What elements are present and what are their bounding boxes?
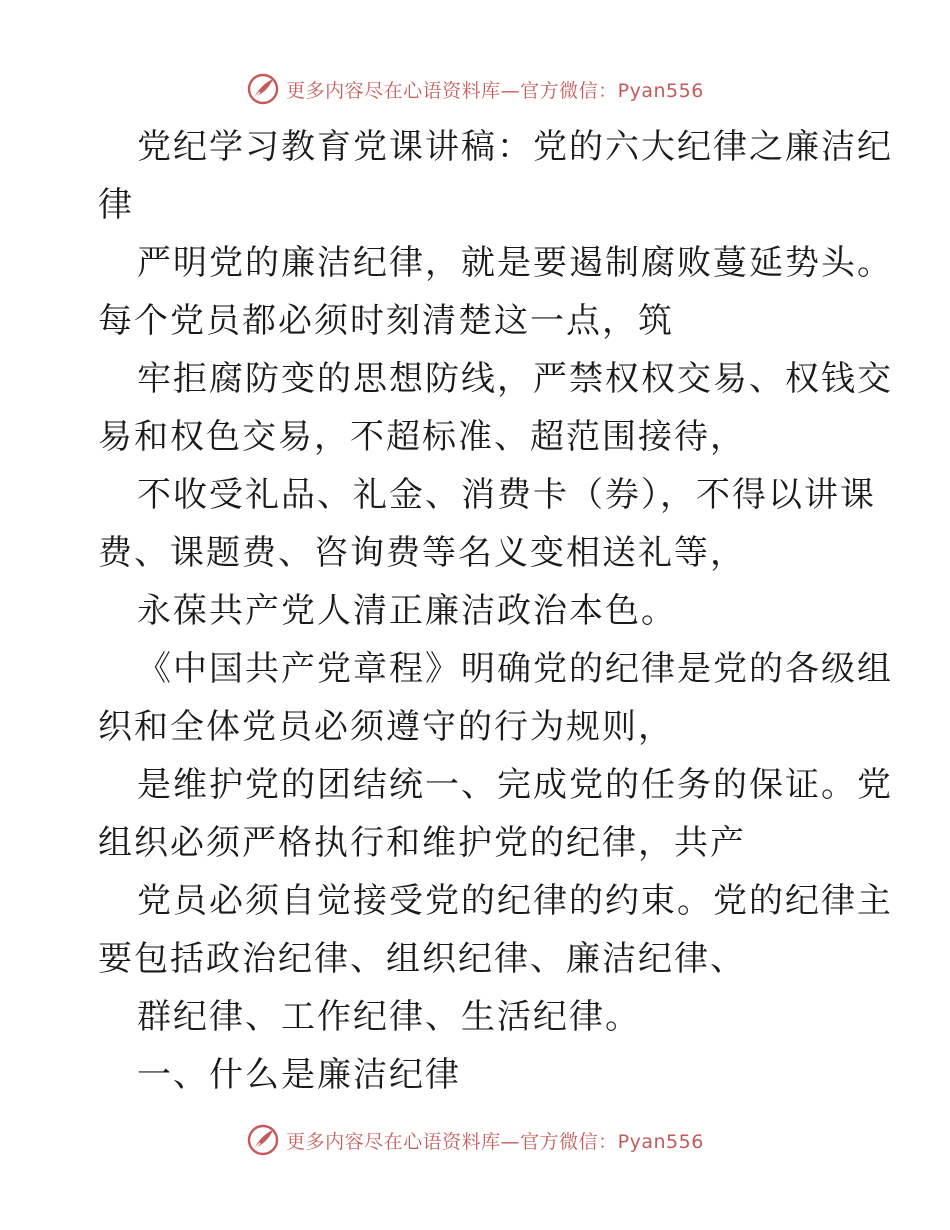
paragraph-line: 永葆共产党人清正廉洁政治本色。 [137, 591, 677, 631]
paragraph-line: 党员必须自觉接受党的纪律的约束。党的纪律主 [137, 881, 893, 921]
paragraph-line: 织和全体党员必须遵守的行为规则， [98, 707, 674, 747]
paragraph-line: 群纪律、工作纪律、生活纪律。 [137, 997, 641, 1037]
title-line-1: 党纪学习教育党课讲稿：党的六大纪律之廉洁纪 [137, 127, 893, 167]
paragraph-line: 易和权色交易，不超标准、超范围接待， [98, 417, 746, 457]
watermark-text: 更多内容尽在心语资料库—官方微信：Pyan556 [286, 1130, 704, 1153]
section-heading: 一、什么是廉洁纪律 [137, 1055, 461, 1095]
paragraph-line: 严明党的廉洁纪律，就是要遏制腐败蔓延势头。 [137, 243, 893, 283]
paragraph-line: 组织必须严格执行和维护党的纪律，共产 [98, 823, 746, 863]
footer-watermark [0, 1123, 950, 1157]
feather-pen-circle-icon [246, 1123, 280, 1157]
paragraph-line: 是维护党的团结统一、完成党的任务的保证。党 [137, 765, 893, 805]
paragraph-line: 每个党员都必须时刻清楚这一点，筑 [98, 301, 674, 341]
header-watermark [0, 72, 950, 106]
paragraph-line: 牢拒腐防变的思想防线，严禁权权交易、权钱交 [137, 359, 893, 399]
title-line-2: 律 [98, 185, 134, 225]
paragraph-line: 《中国共产党章程》明确党的纪律是党的各级组 [137, 649, 893, 689]
paragraph-line: 不收受礼品、礼金、消费卡（券），不得以讲课 [137, 475, 876, 515]
paragraph-line: 费、课题费、咨询费等名义变相送礼等， [98, 533, 746, 573]
feather-pen-circle-icon [246, 72, 280, 106]
watermark-text: 更多内容尽在心语资料库—官方微信：Pyan556 [286, 79, 704, 102]
paragraph-line: 要包括政治纪律、组织纪律、廉洁纪律、 [98, 939, 746, 979]
